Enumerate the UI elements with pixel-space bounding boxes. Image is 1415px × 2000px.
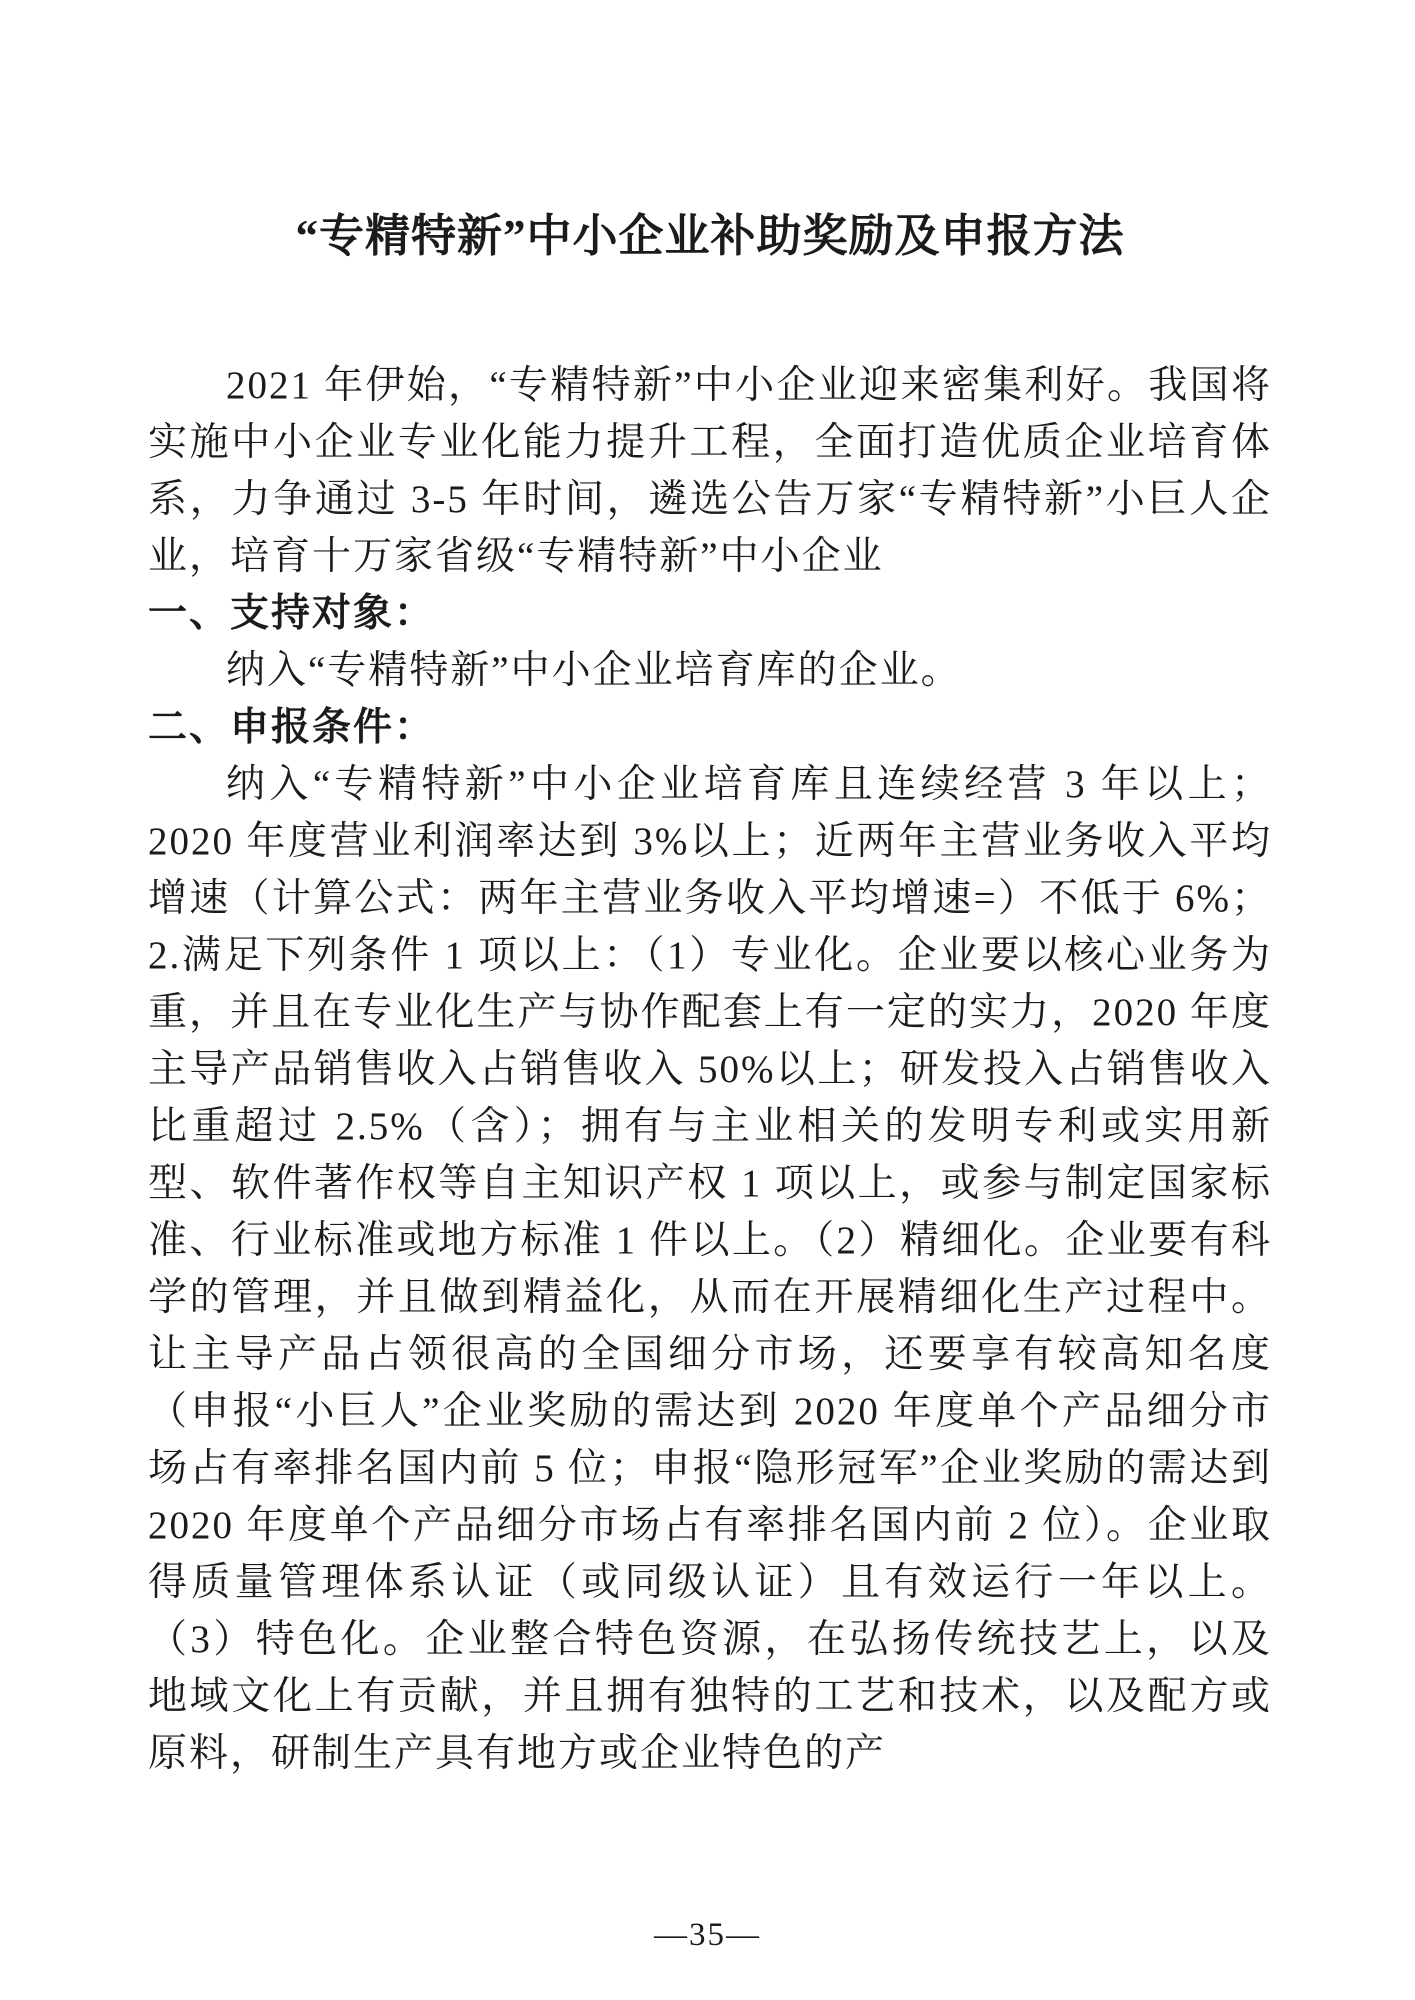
intro-paragraph: 2021 年伊始，“专精特新”中小企业迎来密集利好。我国将实施中小企业专业化能力提升工程，全面打造优质企业培育体系，力争通过 3-5 年时间，遴选公告万家“专精特新”小巨人企业，培育十万家省级“专精特新”中小企业 [148,364,1272,578]
document-title: “专精特新”中小企业补助奖励及申报方法 [295,211,1125,261]
section-heading-application-conditions: 二、申报条件： [148,706,436,749]
section-body-application-conditions: 纳入“专精特新”中小企业培育库且连续经营 3 年以上；2020 年度营业利润率达到 3%以上；近两年主营业务收入平均增速（计算公式：两年主营业务收入平均增速=）不低于 6%；2.满足下列条件 1 项以上：（1）专业化。企业要以核心业务为重，并且在专业化生产与协作配套上有一定的实力，2020 年度主导产品销售收入占销售收入 50%以上；研发投入占销售收入比重超过 2.5%（含）；拥有与主业相关的发明专利或实用新型、软件著作权等自主知识产权 1 项以上，或参与制定国家标准、行业标准或地方标准 1 件以上。（2）精细化。企业要有科学的管理，并且做到精益化，从而在开展精细化生产过程中。让主导产品占领很高的全国细分市场，还要享有较高知名度（申报“小巨人”企业奖励的需达到 2020 年度单个产品细分市场占有率排名国内前 5 位；申报“隐形冠军”企业奖励的需达到 2020 年度单个产品细分市场占有率排名国内前 2 位）。企业取得质量管理体系认证（或同级认证）且有效运行一年以上。（3）特色化。企业整合特色资源，在弘扬传统技艺上，以及地域文化上有贡献，并且拥有独特的工艺和技术，以及配方或原料，研制生产具有地方或企业特色的产 [148,763,1272,1775]
section-heading-support-targets: 一、支持对象： [148,592,436,635]
page-number: —35— [654,1917,761,1953]
section-body-support-targets: 纳入“专精特新”中小企业培育库的企业。 [226,649,962,692]
